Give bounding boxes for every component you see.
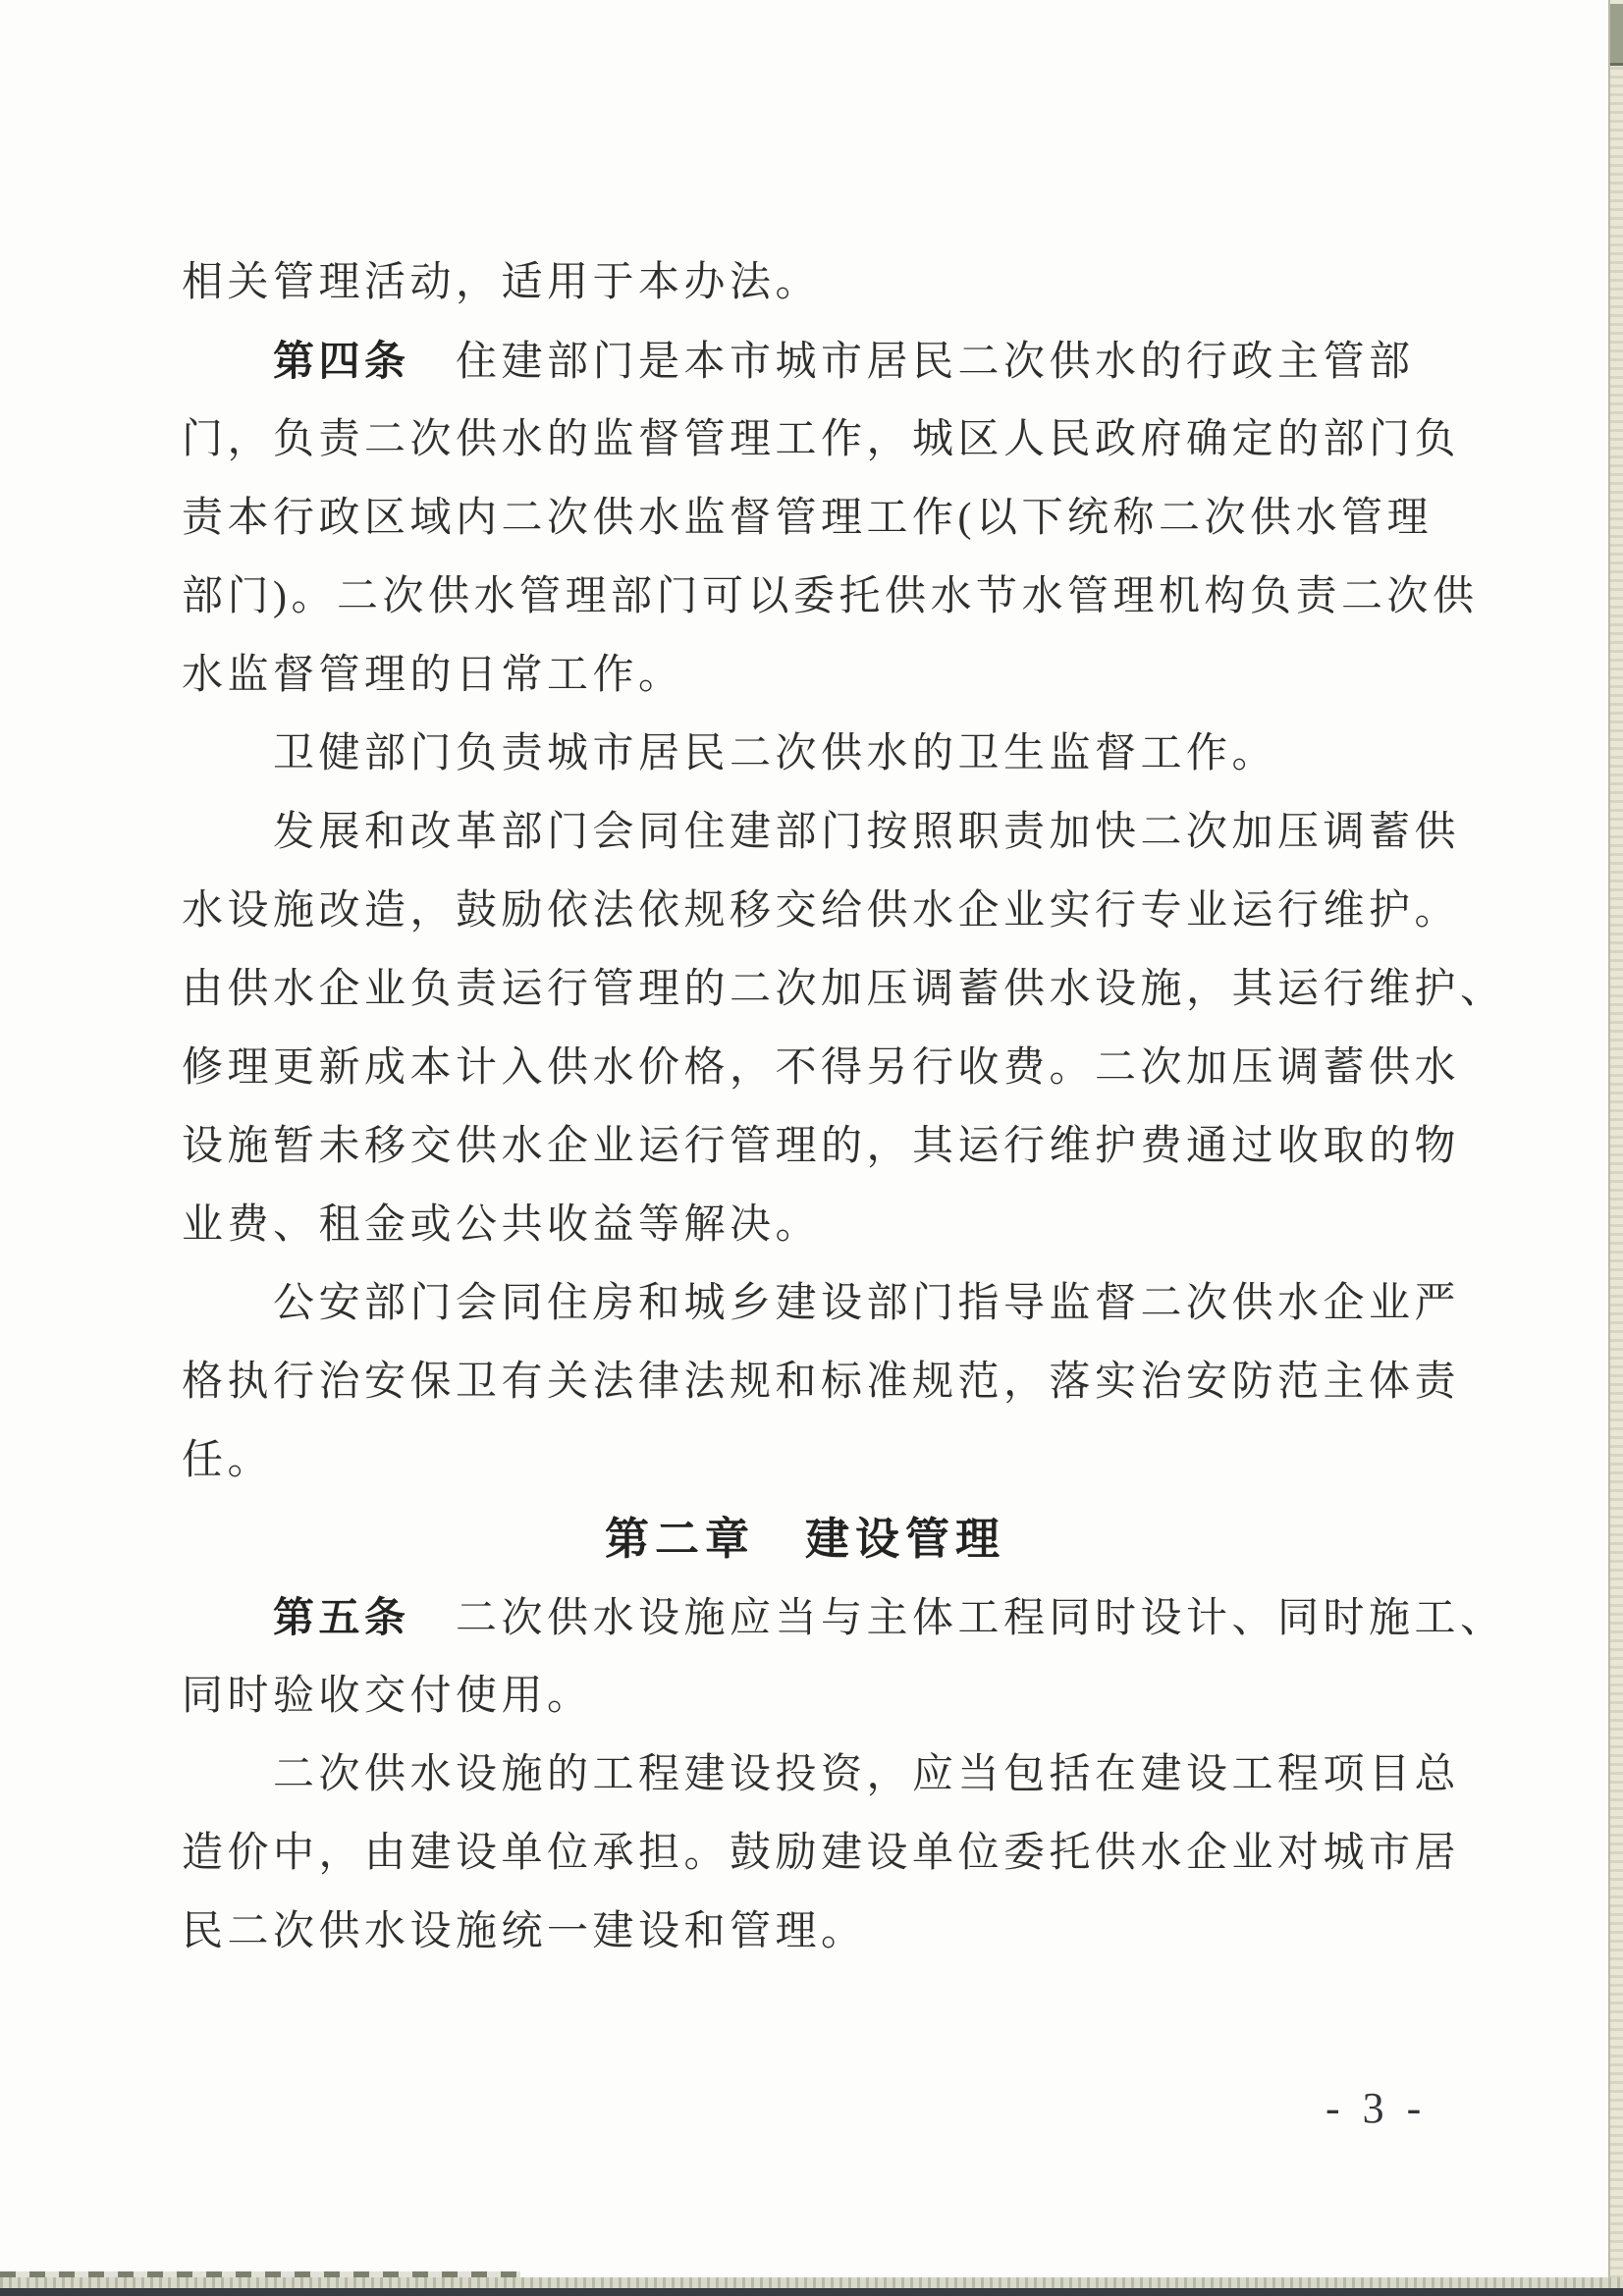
text-segment: 门，负责二次供水的监督管理工作，城区人民政府确定的部门负	[182, 417, 1461, 462]
scan-bottom-band	[0, 2277, 1623, 2288]
text-segment: 卫健部门负责城市居民二次供水的卫生监督工作。	[273, 731, 1278, 776]
text-line	[182, 1421, 1429, 1500]
text-line	[182, 479, 1433, 558]
scan-bottom-strip	[0, 2288, 1623, 2296]
text-segment: 任。	[182, 1438, 274, 1483]
text-segment: 民二次供水设施统一建设和管理。	[182, 1909, 867, 1954]
text-line	[182, 1264, 1461, 1343]
text-line	[182, 1893, 1429, 1971]
text-line	[182, 1343, 1461, 1421]
text-segment: 水设施改造，鼓励依法依规移交给供水企业实行专业运行维护。	[182, 888, 1461, 934]
bold-text-segment: 第二章 建设管理	[604, 1514, 1005, 1564]
text-segment: 发展和改革部门会同住建部门按照职责加快二次加压调蓄供	[273, 810, 1461, 855]
text-segment: 二次供水设施应当与主体工程同时设计、同时施工、	[409, 1596, 1506, 1641]
text-line	[182, 243, 1429, 322]
bold-text-segment: 第四条	[273, 338, 410, 384]
text-segment: 格执行治安保卫有关法律法规和标准规范，落实治安防范主体责	[182, 1360, 1461, 1405]
text-line	[182, 1029, 1461, 1107]
scan-corner-artifact	[1610, 4, 1623, 66]
text-segment: 责本行政区域内二次供水监督管理工作(以下统称二次供水管理	[182, 496, 1433, 541]
text-segment: 业费、租金或公共收益等解决。	[182, 1202, 822, 1248]
text-line	[182, 1186, 1429, 1264]
text-line	[182, 1735, 1461, 1814]
text-segment: 同时验收交付使用。	[182, 1674, 593, 1719]
text-segment: 住建部门是本市城市居民二次供水的行政主管部	[409, 340, 1415, 385]
text-segment: 由供水企业负责运行管理的二次加压调蓄供水设施，其运行维护、	[182, 967, 1506, 1012]
text-line	[182, 400, 1461, 479]
text-segment: 相关管理活动，适用于本办法。	[182, 260, 822, 305]
text-segment: 设施暂未移交供水企业运行管理的，其运行维护费通过收取的物	[182, 1124, 1461, 1169]
text-segment: 二次供水设施的工程建设投资，应当包括在建设工程项目总	[273, 1752, 1461, 1797]
text-segment: 部门)。二次供水管理部门可以委托供水节水管理机构负责二次供	[182, 574, 1479, 619]
text-segment: 造价中，由建设单位承担。鼓励建设单位委托供水企业对城市居	[182, 1831, 1461, 1876]
text-line	[182, 1657, 1429, 1735]
text-segment: 公安部门会同住房和城乡建设部门指导监督二次供水企业严	[273, 1281, 1461, 1326]
page-number: - 3 -	[1325, 2084, 1428, 2132]
bold-text-segment: 第五条	[273, 1594, 410, 1640]
text-line	[182, 950, 1506, 1029]
text-line	[182, 715, 1429, 793]
text-line	[182, 793, 1461, 872]
text-line	[182, 558, 1479, 636]
text-line	[182, 1814, 1461, 1893]
text-line	[182, 1107, 1461, 1186]
text-line	[182, 872, 1461, 950]
text-segment: 修理更新成本计入供水价格，不得另行收费。二次加压调蓄供水	[182, 1045, 1461, 1091]
text-line	[182, 636, 1429, 715]
text-segment: 水监督管理的日常工作。	[182, 653, 684, 698]
text-line	[182, 1578, 1506, 1657]
chapter-heading	[182, 1500, 1429, 1578]
text-line	[182, 322, 1429, 400]
scan-edge-right	[1608, 0, 1623, 2296]
document-lines	[182, 243, 1506, 1971]
